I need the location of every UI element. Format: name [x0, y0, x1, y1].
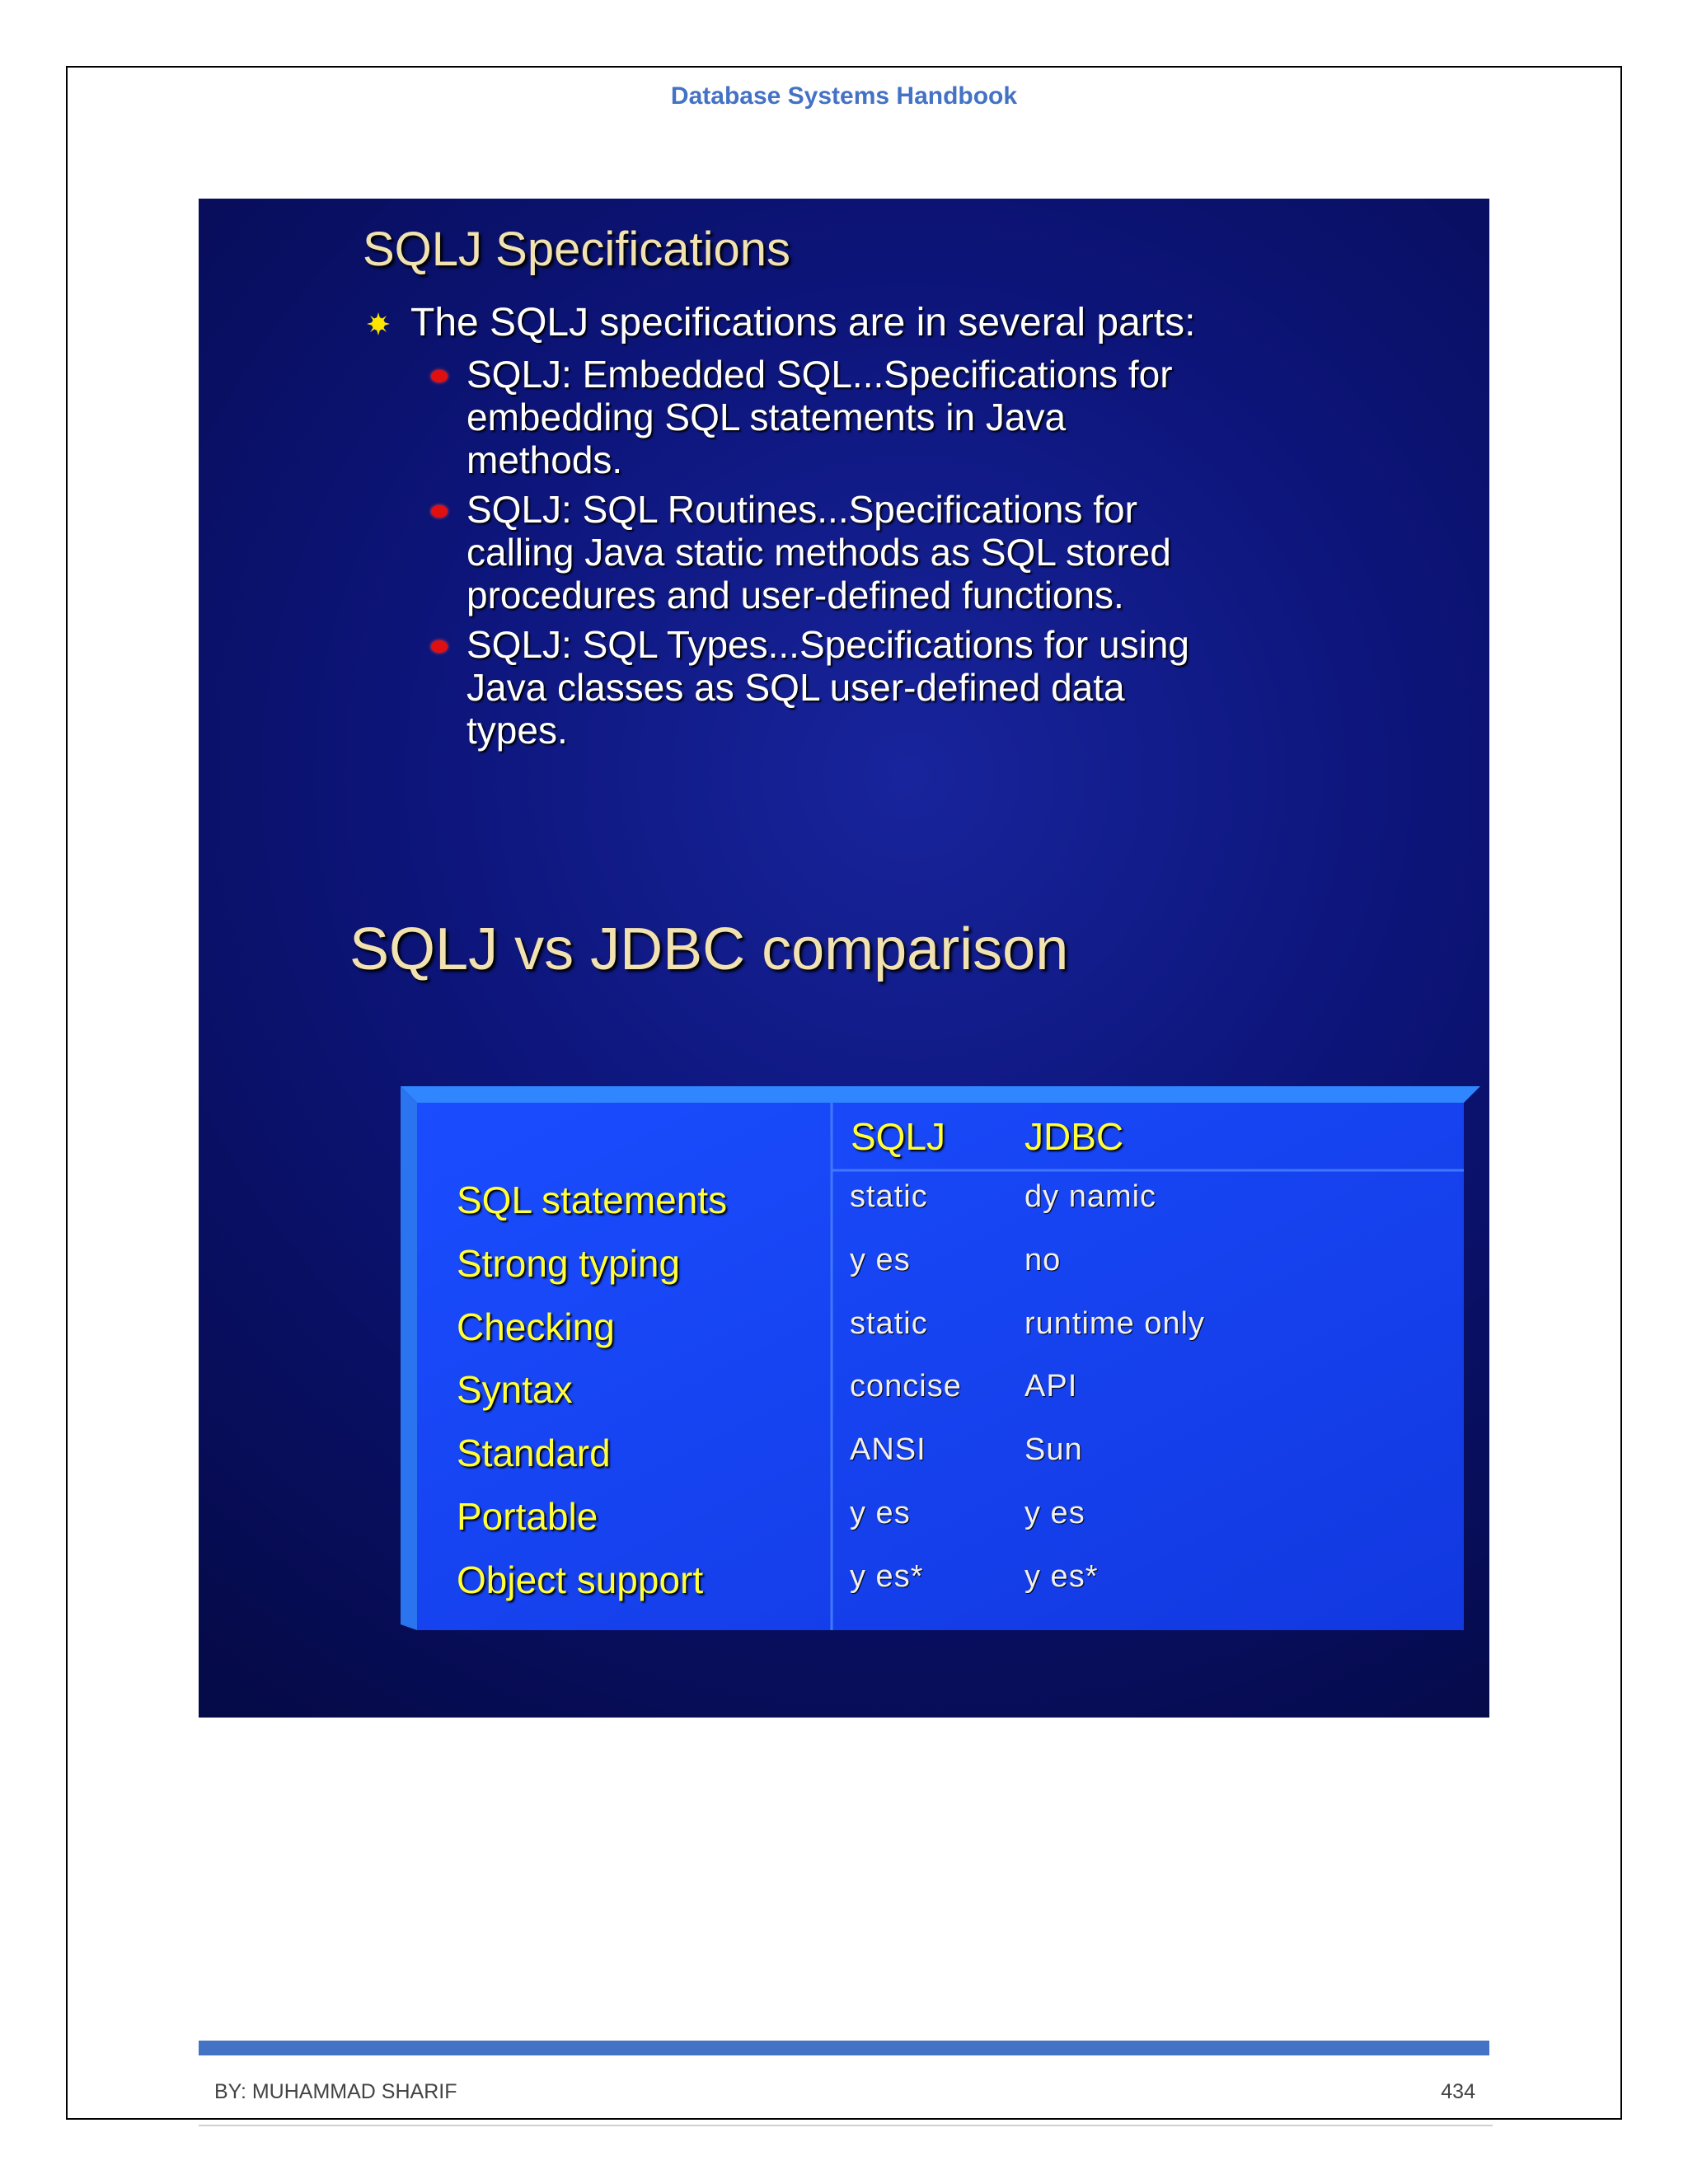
- sub-bullet-1-line-3: methods.: [467, 438, 623, 481]
- slide-image: [199, 199, 1489, 1718]
- row-jdbc-value: y es*: [1025, 1559, 1099, 1594]
- row-sqlj-value: concise: [850, 1369, 962, 1404]
- bottom-rule: [199, 2125, 1493, 2126]
- page-header-title: Database Systems Handbook: [670, 82, 1018, 110]
- row-label: Syntax: [457, 1368, 573, 1411]
- sub-bullet-2-line-2: calling Java static methods as SQL stored: [467, 531, 1171, 574]
- row-label: Object support: [457, 1558, 704, 1601]
- main-bullet-text: The SQLJ specifications are in several parts:: [410, 301, 1196, 344]
- row-jdbc-value: y es: [1025, 1496, 1085, 1530]
- sub-bullet-3-line-2: Java classes as SQL user-defined data: [467, 666, 1125, 709]
- row-sqlj-value: y es: [850, 1496, 911, 1530]
- sub-bullet-3-line-3: types.: [467, 709, 568, 752]
- row-jdbc-value: dy namic: [1025, 1179, 1157, 1214]
- sub-bullet-1: [467, 353, 1456, 481]
- comparison-table: [401, 1086, 1480, 1630]
- table-bevel-frame: [401, 1086, 1480, 1630]
- row-label: Checking: [457, 1305, 615, 1348]
- row-sqlj-value: static: [850, 1179, 928, 1214]
- footer-divider-bar: [199, 2041, 1489, 2055]
- sub-bullet-2: [467, 488, 1456, 616]
- page-number: 434: [1441, 2080, 1475, 2103]
- sub-bullet-1-line-2: embedding SQL statements in Java: [467, 396, 1067, 438]
- footer-author: BY: MUHAMMAD SHARIF: [214, 2080, 457, 2103]
- sub-bullet-3-line-1: SQLJ: SQL Types...Specifications for using: [467, 623, 1189, 666]
- row-label: SQL statements: [457, 1179, 728, 1221]
- row-jdbc-value: API: [1025, 1369, 1078, 1404]
- row-label: Standard: [457, 1432, 611, 1474]
- row-jdbc-value: Sun: [1025, 1432, 1083, 1467]
- red-bullet-icon: [431, 370, 448, 382]
- sun-bullet-icon: [366, 312, 391, 336]
- header-sqlj: SQLJ: [851, 1115, 946, 1158]
- sub-bullet-2-line-3: procedures and user-defined functions.: [467, 574, 1124, 616]
- row-sqlj-value: static: [850, 1306, 928, 1341]
- row-jdbc-value: no: [1025, 1243, 1062, 1277]
- row-sqlj-value: y es*: [850, 1559, 924, 1594]
- header-jdbc: JDBC: [1025, 1115, 1124, 1158]
- comparison-title: SQLJ vs JDBC comparison: [349, 916, 1069, 982]
- slide-title: SQLJ Specifications: [363, 223, 791, 276]
- row-label: Portable: [457, 1495, 598, 1538]
- row-label: Strong typing: [457, 1242, 681, 1285]
- sub-bullet-2-line-1: SQLJ: SQL Routines...Specifications for: [467, 488, 1137, 531]
- red-bullet-icon: [431, 640, 448, 653]
- sub-bullet-1-line-1: SQLJ: Embedded SQL...Specifications for: [467, 353, 1173, 396]
- row-jdbc-value: runtime only: [1025, 1306, 1205, 1341]
- sub-bullet-3: [467, 623, 1456, 752]
- row-sqlj-value: y es: [850, 1243, 911, 1277]
- red-bullet-icon: [431, 505, 448, 518]
- row-sqlj-value: ANSI: [850, 1432, 926, 1467]
